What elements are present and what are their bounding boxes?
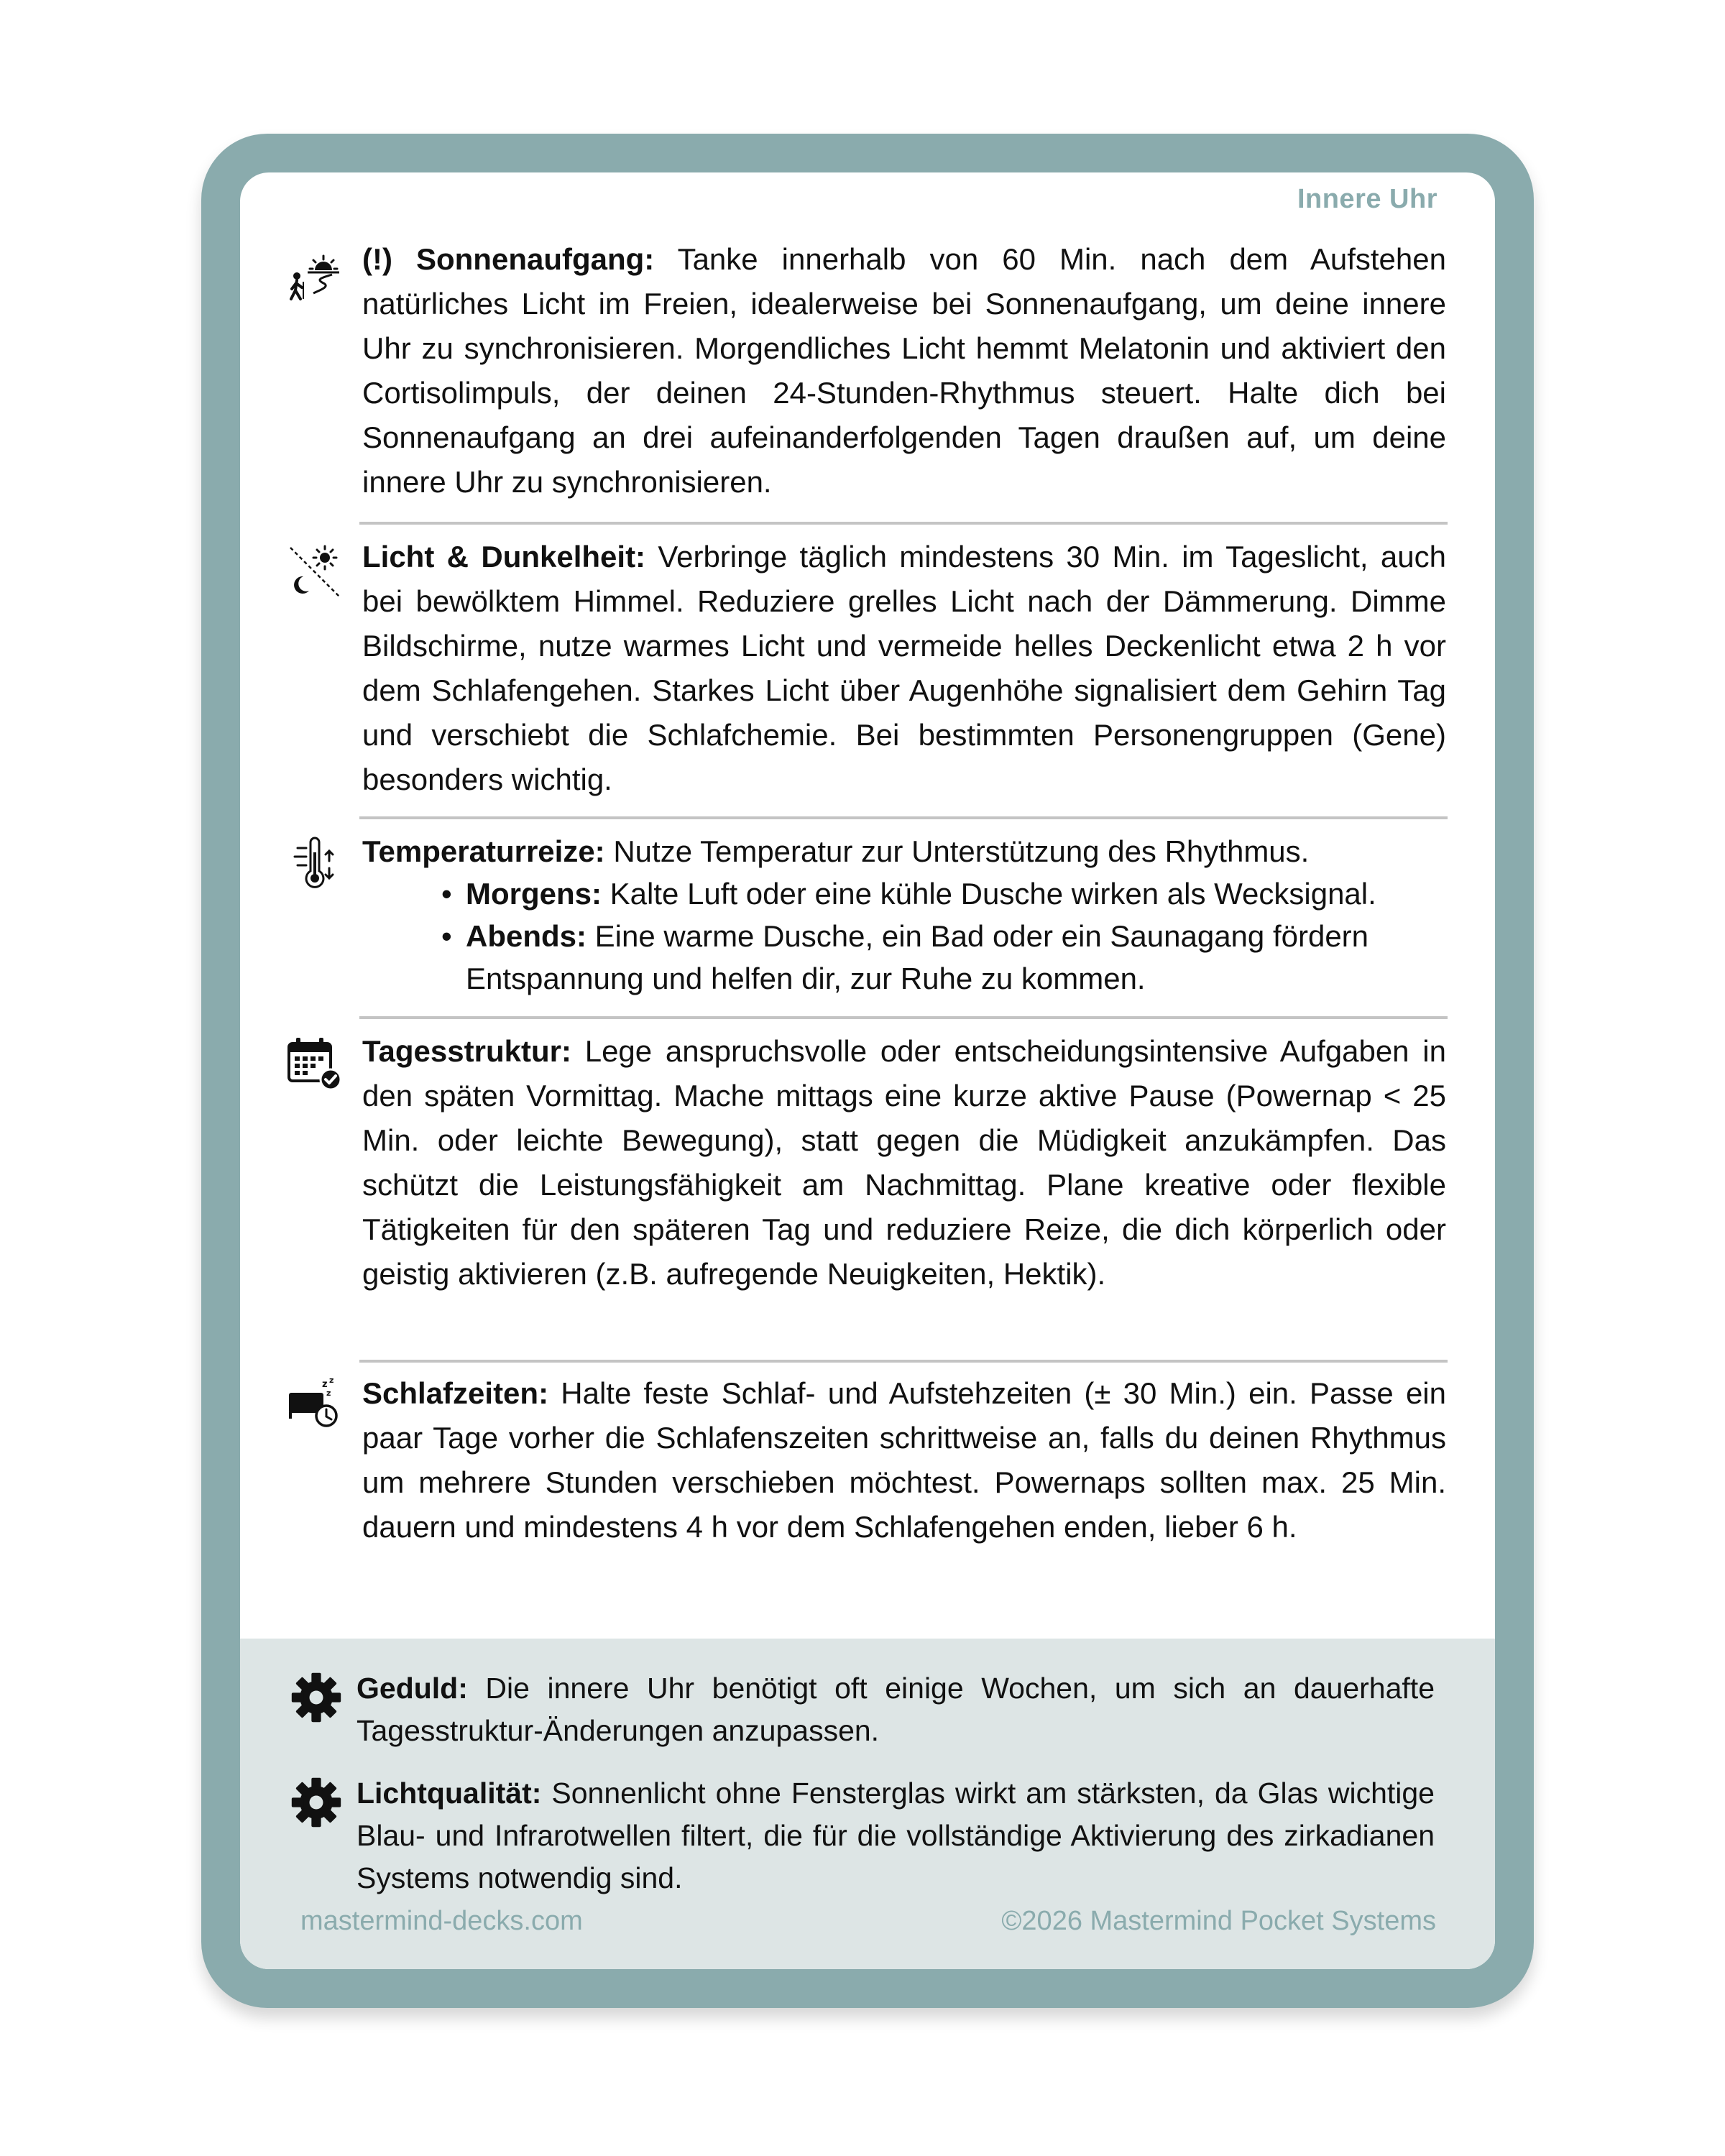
section-text: Temperaturreize: Nutze Temperatur zur Unterstützung des Rhythmus. — [362, 834, 1310, 868]
calendar-check-icon — [286, 1035, 344, 1092]
section-text: Tagesstruktur: Lege anspruchsvolle oder entscheidungsintensive Aufgaben in den späten Vormittag. Mache mittags eine kurze aktive Pause (Powernap < 25 Min. oder leichte Bewegung), statt gegen die Müdigkeit anzukämpfen. Das schützt die Leistungsfähigkeit am Nachmittag. Plane kreative oder flexible Tätigkeiten für den späteren Tag und reduziere Reize, die dich körperlich oder geistig aktivieren (z.B. aufregende Neuigkeiten, Hektik). — [362, 1034, 1446, 1291]
divider — [359, 816, 1448, 819]
gear-icon — [289, 1670, 344, 1725]
divider — [359, 1360, 1448, 1363]
tip-text: Lichtqualität: Sonnenlicht ohne Fensterglas wirkt am stärksten, da Glas wichtige Blau- und Infrarotwellen filtert, die für die vollständige Aktivierung des zirkadianen Systems notwendig sind. — [356, 1777, 1435, 1894]
sleep-clock-icon — [286, 1376, 344, 1433]
sunrise-walker-icon — [286, 253, 344, 310]
gear-icon — [289, 1775, 344, 1830]
bullet-list — [441, 872, 1448, 1000]
section-text: Licht & Dunkelheit: Verbringe täglich mindestens 30 Min. im Tageslicht, auch bei bewölktem Himmel. Reduziere grelles Licht nach der Dämmerung. Dimme Bildschirme, nutze warmes Licht und vermeide helles Deckenlicht etwa 2 h vor dem Schlafengehen. Starkes Licht über Augenhöhe signalisiert dem Gehirn Tag und verschiebt die Schlafchemie. Bei bestimmten Personengruppen (Gene) besonders wichtig. — [362, 540, 1446, 796]
list-item: • Morgens: Kalte Luft oder eine kühle Dusche wirken als Wecksignal. — [441, 872, 1448, 915]
list-item: • Abends: Eine warme Dusche, ein Bad oder ein Saunagang fördern Entspannung und helfen dir, zur Ruhe zu kommen. — [441, 915, 1448, 1000]
svg-text:z: z — [322, 1379, 328, 1390]
card-title: Innere Uhr — [1297, 184, 1438, 214]
sun-moon-icon — [286, 543, 344, 601]
divider — [359, 1016, 1448, 1019]
tip-text: Geduld: Die innere Uhr benötigt oft einige Wochen, um sich an dauerhafte Tagesstruktur-Änderungen anzupassen. — [356, 1672, 1435, 1747]
thermometer-icon — [286, 837, 344, 894]
section-text: Schlafzeiten: Halte feste Schlaf- und Aufstehzeiten (± 30 Min.) ein. Passe ein paar Tage vorher die Schlafenszeiten schrittweise an, falls du deinen Rhythmus um mehrere Stunden verschieben möchtest. Powernaps sollten max. 25 Min. dauern und mindestens 4 h vor dem Schlafengehen enden, lieber 6 h. — [362, 1376, 1446, 1544]
svg-text:z: z — [326, 1388, 331, 1398]
divider — [359, 522, 1448, 525]
card — [240, 172, 1495, 1969]
footer-copyright: ©2026 Mastermind Pocket Systems — [1001, 1906, 1436, 1936]
footer-website: mastermind-decks.com — [300, 1906, 583, 1936]
svg-text:z: z — [329, 1376, 334, 1385]
section-text: (!) Sonnenaufgang: Tanke innerhalb von 60 Min. nach dem Aufstehen natürliches Licht im Freien, idealerweise bei Sonnenaufgang, um deine innere Uhr zu synchronisieren. Morgendliches Licht hemmt Melatonin und aktiviert den Cortisolimpuls, der deinen 24-Stunden-Rhythmus steuert. Halte dich bei Sonnenaufgang an drei aufeinanderfolgenden Tagen draußen auf, um deine innere Uhr zu synchronisieren. — [362, 242, 1446, 499]
